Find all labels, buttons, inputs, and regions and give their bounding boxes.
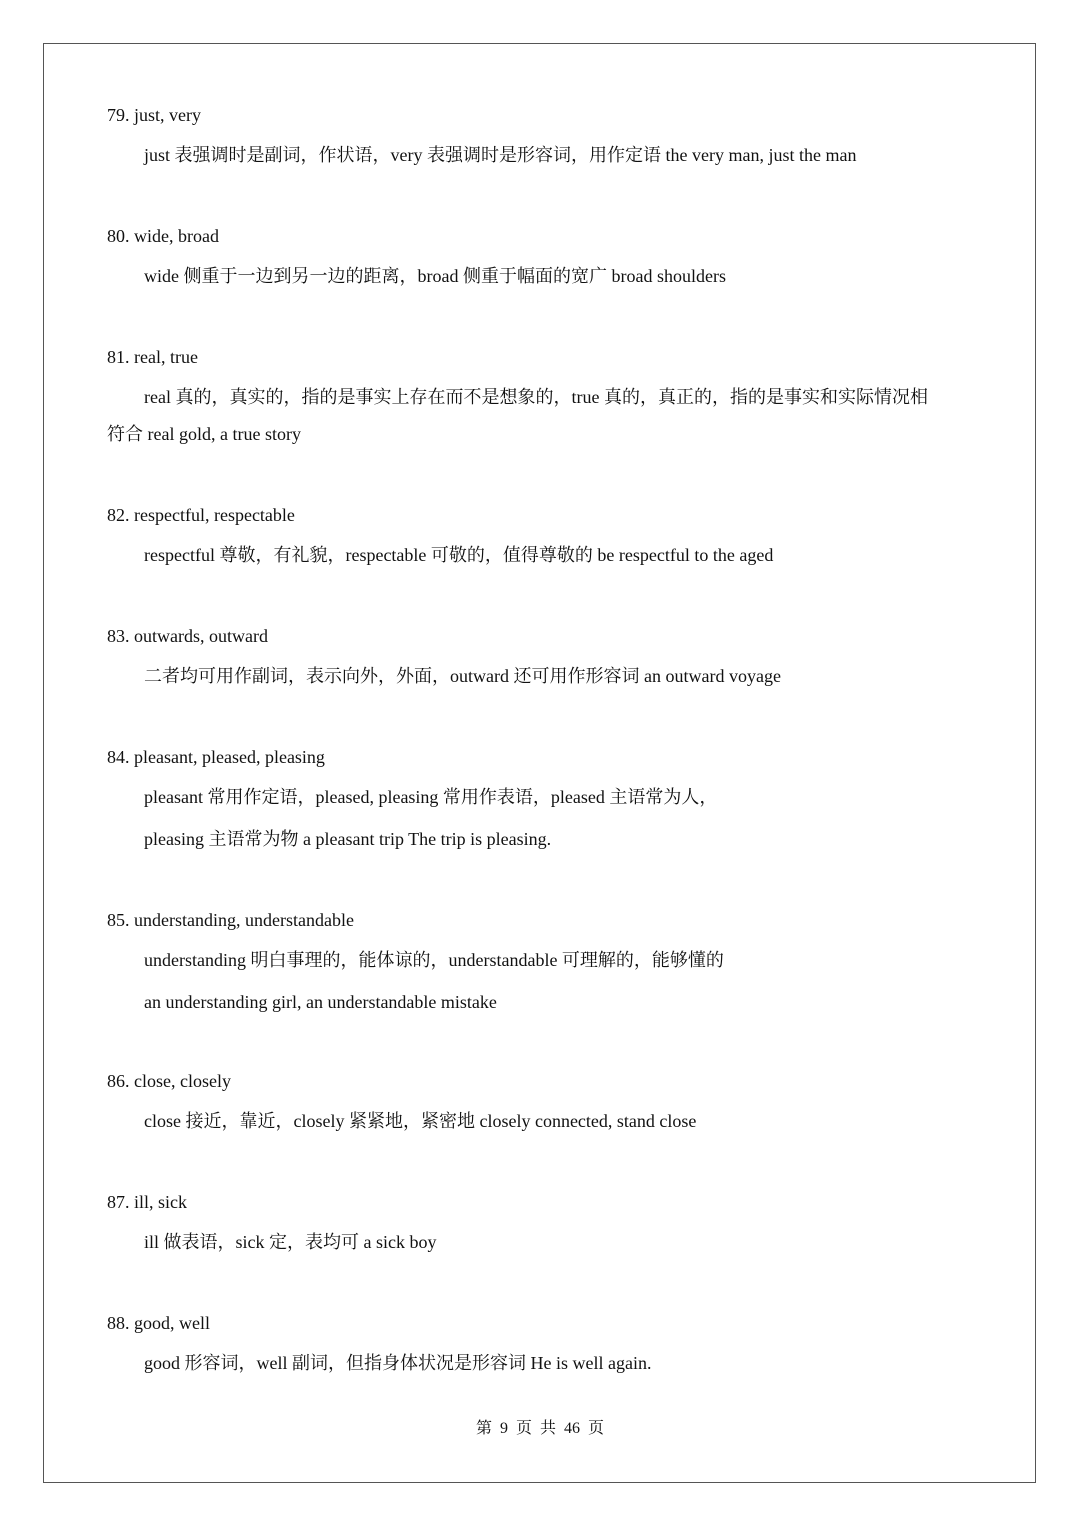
- entry-85: [107, 908, 987, 1014]
- entry-81: [107, 345, 987, 446]
- entry-text: close 接近，靠近，closely 紧紧地，紧密地 closely connected, stand close: [144, 1111, 697, 1131]
- entry-86: [107, 1069, 987, 1133]
- entry-heading: 79. just, very: [107, 105, 201, 125]
- entry-heading: 81. real, true: [107, 347, 198, 367]
- entry-text: just 表强调时是副词，作状语，very 表强调时是形容词，用作定语 the very man, just the man: [144, 145, 857, 165]
- entry-text: 二者均可用作副词，表示向外，外面，outward 还可用作形容词 an outward voyage: [144, 666, 781, 686]
- entry-text-continued: pleasing 主语常为物 a pleasant trip The trip is pleasing.: [144, 829, 552, 849]
- entry-text: wide 侧重于一边到另一边的距离，broad 侧重于幅面的宽广 broad shoulders: [144, 266, 726, 286]
- entry-heading: 88. good, well: [107, 1313, 210, 1333]
- entry-text-continued: 符合 real gold, a true story: [107, 424, 301, 444]
- entry-79: [107, 103, 987, 167]
- entry-88: [107, 1311, 987, 1375]
- entry-text: good 形容词，well 副词，但指身体状况是形容词 He is well again.: [144, 1353, 652, 1373]
- entry-text: respectful 尊敬，有礼貌，respectable 可敬的，值得尊敬的 be respectful to the aged: [144, 545, 774, 565]
- entry-text: ill 做表语，sick 定，表均可 a sick boy: [144, 1232, 437, 1252]
- page-number-footer: 第 9 页 共 46 页: [475, 1420, 604, 1437]
- entry-text: real 真的，真实的，指的是事实上存在而不是想象的，true 真的，真正的，指的是事实和实际情况相: [144, 387, 928, 407]
- entry-heading: 80. wide, broad: [107, 226, 219, 246]
- entry-text: understanding 明白事理的，能体谅的，understandable 可理解的，能够懂的: [144, 950, 724, 970]
- entry-heading: 84. pleasant, pleased, pleasing: [107, 747, 325, 767]
- entry-heading: 85. understanding, understandable: [107, 910, 354, 930]
- entry-87: [107, 1190, 987, 1254]
- entry-heading: 83. outwards, outward: [107, 626, 268, 646]
- entry-82: [107, 503, 987, 567]
- entry-heading: 87. ill, sick: [107, 1192, 187, 1212]
- entry-84: [107, 745, 987, 851]
- entry-80: [107, 224, 987, 288]
- entry-heading: 86. close, closely: [107, 1071, 231, 1091]
- entry-heading: 82. respectful, respectable: [107, 505, 295, 525]
- entry-text: pleasant 常用作定语，pleased, pleasing 常用作表语，pleased 主语常为人，: [144, 787, 718, 807]
- entry-83: [107, 624, 987, 688]
- entry-text-continued: an understanding girl, an understandable mistake: [144, 992, 497, 1012]
